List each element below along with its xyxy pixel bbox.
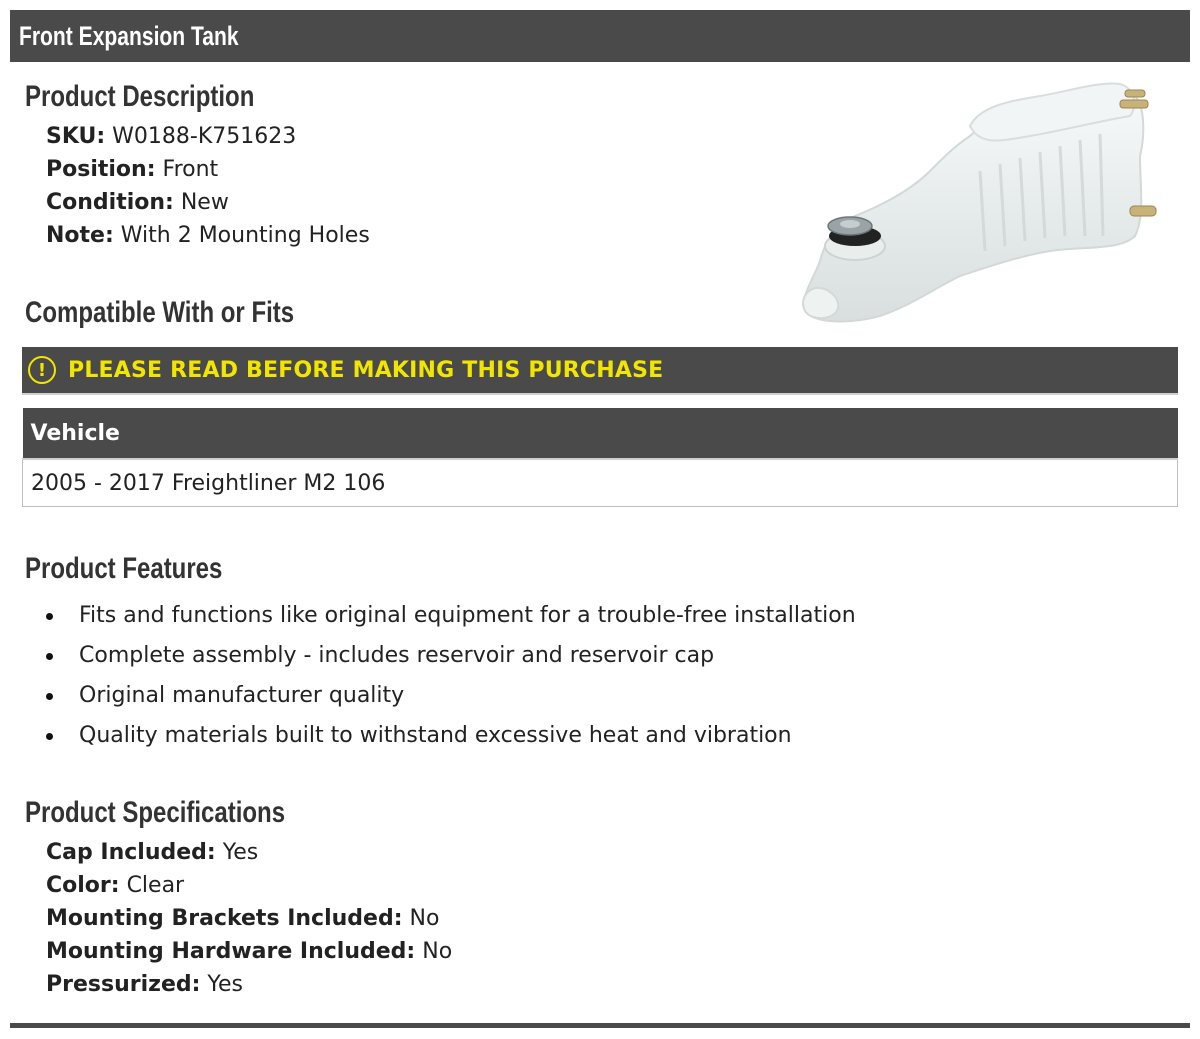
description-item: SKU: W0188-K751623: [46, 124, 297, 149]
spec-item: Color: Clear: [46, 873, 185, 898]
list-item: Original manufacturer quality: [46, 676, 856, 716]
specifications-list: [46, 836, 452, 1001]
spec-item: Mounting Brackets Included: No: [46, 906, 440, 931]
table-row: [23, 459, 1178, 507]
page-title-bar: [10, 10, 1190, 62]
vehicle-column-header: Vehicle: [23, 408, 1178, 459]
table-header-row: [23, 408, 1178, 459]
list-item: Quality materials built to withstand excessive heat and vibration: [46, 716, 856, 756]
product-image-expansion-tank: [800, 76, 1170, 326]
page-title: Front Expansion Tank: [19, 20, 239, 51]
list-item: Fits and functions like original equipment for a trouble-free installation: [46, 596, 856, 636]
description-item: Condition: New: [46, 190, 229, 215]
description-item: Position: Front: [46, 157, 219, 182]
compatibility-heading: Compatible With or Fits: [25, 296, 295, 329]
spec-item: Pressurized: Yes: [46, 972, 243, 997]
description-item: Note: With 2 Mounting Holes: [46, 223, 370, 248]
list-item: Complete assembly - includes reservoir and reservoir cap: [46, 636, 856, 676]
warning-icon: !: [28, 356, 56, 384]
features-list: [46, 596, 856, 756]
warning-text: PLEASE READ BEFORE MAKING THIS PURCHASE: [68, 357, 664, 383]
specifications-heading: Product Specifications: [25, 796, 286, 829]
spec-item: Mounting Hardware Included: No: [46, 939, 453, 964]
spec-item: Cap Included: Yes: [46, 840, 259, 865]
features-heading: Product Features: [25, 552, 223, 585]
vehicle-cell: 2005 - 2017 Freightliner M2 106: [23, 459, 1178, 507]
description-heading: Product Description: [25, 80, 255, 113]
purchase-warning-banner[interactable]: [22, 347, 1178, 395]
description-list: [46, 120, 370, 252]
vehicle-table: [22, 408, 1178, 507]
bottom-divider: [10, 1023, 1190, 1028]
